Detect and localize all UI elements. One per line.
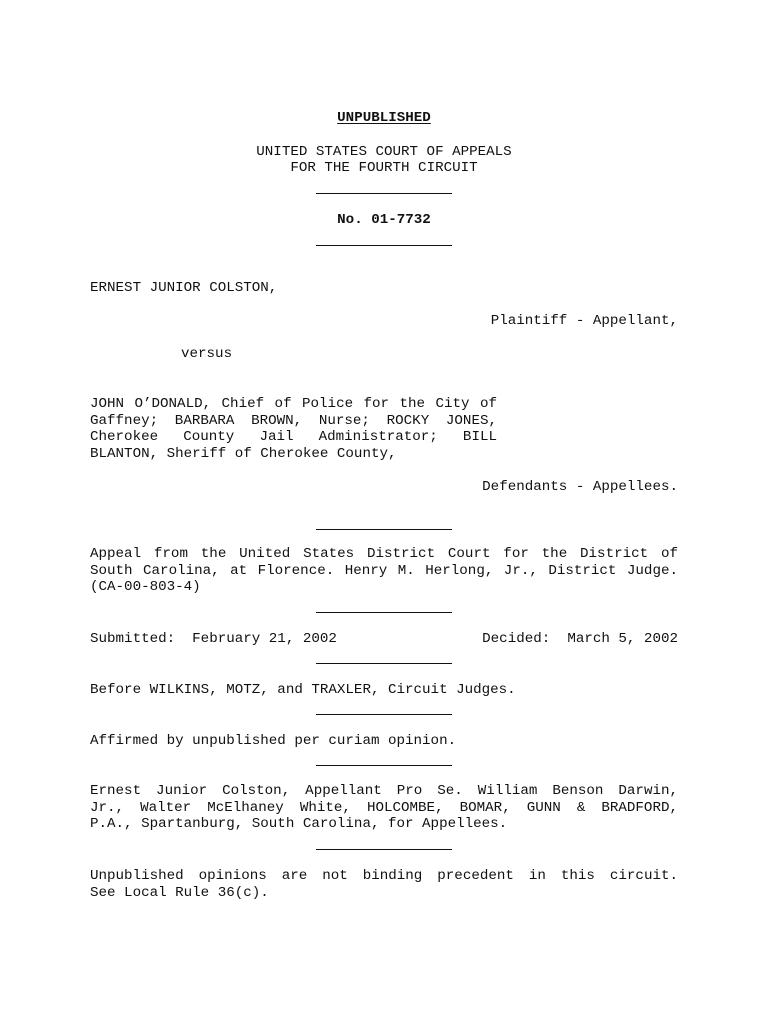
- versus-label: versus: [181, 346, 233, 362]
- defendants-caption: [90, 396, 497, 462]
- case-number: No. 01-7732: [337, 212, 431, 228]
- decided-date: March 5, 2002: [567, 631, 678, 647]
- unpublished-notice: [90, 868, 678, 901]
- appeal-line: (CA-00-803-4): [90, 579, 201, 596]
- disposition: Affirmed by unpublished per curiam opinion.: [90, 733, 457, 749]
- divider-rule: [316, 529, 452, 530]
- defendants-line: Cherokee County Jail Administrator; BILL: [90, 429, 497, 446]
- divider-rule: [316, 714, 452, 715]
- divider-rule: [316, 765, 452, 766]
- divider-rule: [316, 245, 452, 246]
- defendants-line: BLANTON, Sheriff of Cherokee County,: [90, 445, 397, 462]
- divider-rule: [316, 663, 452, 664]
- submitted-date-line: [90, 631, 337, 648]
- divider-rule: [316, 193, 452, 194]
- decided-label: Decided:: [482, 631, 551, 647]
- defendants-line: JOHN O’DONALD, Chief of Police for the City of: [90, 396, 497, 412]
- submitted-label: Submitted:: [90, 631, 176, 647]
- plaintiff-role: Plaintiff - Appellant,: [490, 313, 678, 329]
- appeal-line: Appeal from the United States District Court for the District of: [90, 546, 678, 562]
- notice-line: See Local Rule 36(c).: [90, 884, 269, 901]
- defendants-line: Gaffney; BARBARA BROWN, Nurse; ROCKY JONES,: [90, 412, 497, 429]
- counsel-line: P.A., Spartanburg, South Carolina, for Appellees.: [90, 816, 508, 833]
- divider-rule: [316, 612, 452, 613]
- panel-judges: Before WILKINS, MOTZ, and TRAXLER, Circuit Judges.: [90, 682, 516, 698]
- decided-date-line: [482, 631, 678, 648]
- divider-rule: [316, 849, 452, 850]
- counsel-line: Ernest Junior Colston, Appellant Pro Se. William Benson Darwin,: [90, 783, 678, 799]
- court-name-line-1: UNITED STATES COURT OF APPEALS: [256, 144, 512, 160]
- counsel-paragraph: [90, 783, 678, 833]
- counsel-line: Jr., Walter McElhaney White, HOLCOMBE, BOMAR, GUNN & BRADFORD,: [90, 799, 678, 816]
- plaintiff-name: ERNEST JUNIOR COLSTON,: [90, 280, 278, 296]
- notice-line: Unpublished opinions are not binding precedent in this circuit.: [90, 868, 678, 884]
- submitted-date: February 21, 2002: [192, 631, 337, 647]
- appeal-line: South Carolina, at Florence. Henry M. Herlong, Jr., District Judge.: [90, 562, 678, 579]
- unpublished-heading: UNPUBLISHED: [337, 110, 431, 126]
- appeal-paragraph: [90, 546, 678, 596]
- court-name-line-2: FOR THE FOURTH CIRCUIT: [290, 160, 478, 176]
- defendants-role: Defendants - Appellees.: [482, 479, 678, 495]
